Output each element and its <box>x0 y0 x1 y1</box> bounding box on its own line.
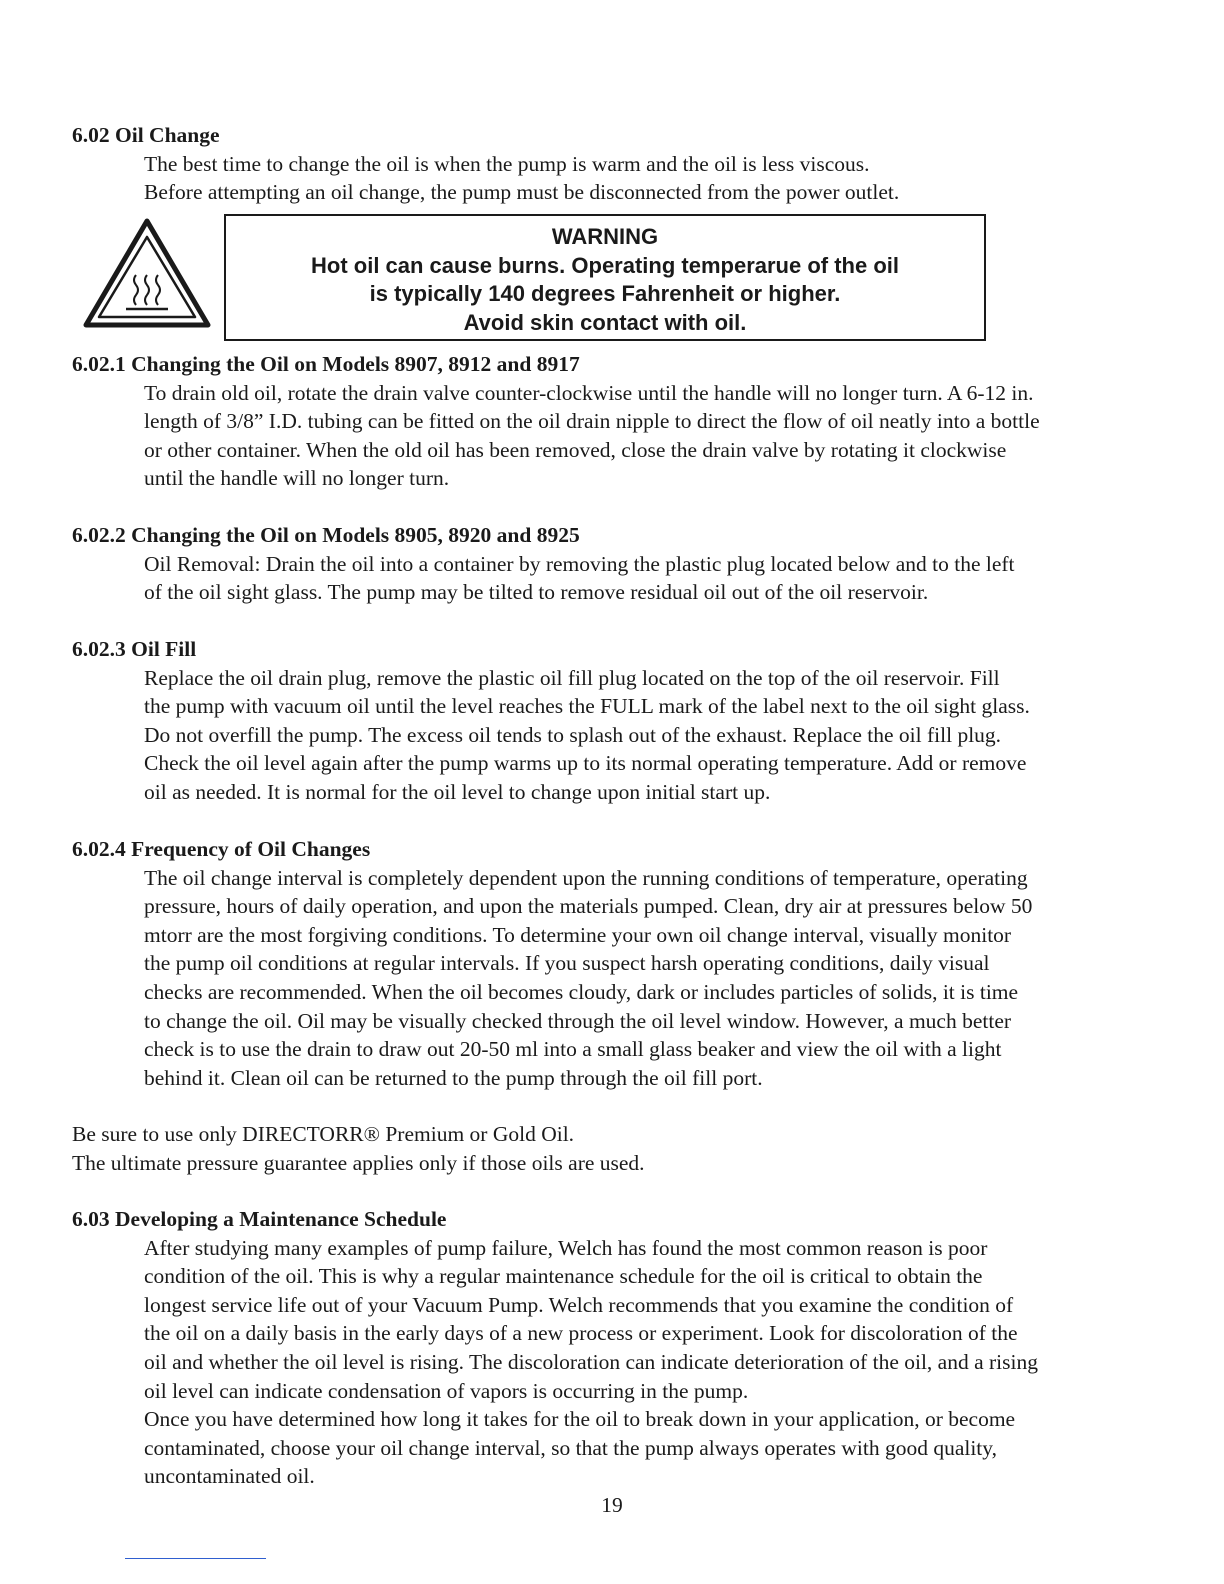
text-line: The ultimate pressure guarantee applies only if those oils are used. <box>72 1150 645 1175</box>
text-line: check is to use the drain to draw out 20-50 ml into a small glass beaker and view the oil with a light <box>144 1037 1002 1062</box>
section-changing-oil-8907 <box>72 350 1162 493</box>
hot-surface-warning-icon <box>82 217 212 331</box>
section-body <box>72 379 1162 493</box>
oil-note <box>72 1120 1162 1177</box>
text-line: Check the oil level again after the pump warms up to its normal operating temperature. Add or remove <box>144 751 1027 776</box>
text-line: Be sure to use only DIRECTORR® Premium or Gold Oil. <box>72 1122 575 1146</box>
section-oil-change <box>72 121 1162 207</box>
text-line: Do not overfill the pump. The excess oil tends to splash out of the exhaust. Replace the oil fill plug. <box>144 722 1002 747</box>
text-line: contaminated, choose your oil change interval, so that the pump always operates with good quality, <box>144 1435 998 1460</box>
warning-box <box>224 214 986 341</box>
text-line: to change the oil. Oil may be visually checked through the oil level window. However, a much better <box>144 1008 1012 1033</box>
text-line: the oil on a daily basis in the early days of a new process or experiment. Look for discoloration of the <box>144 1321 1018 1346</box>
section-heading: 6.02 Oil Change <box>72 123 220 147</box>
text-line: Replace the oil drain plug, remove the plastic oil fill plug located on the top of the oil reservoir. Fill <box>144 665 1000 690</box>
section-body <box>72 864 1162 1093</box>
section-body <box>72 150 1162 207</box>
text-line: or other container. When the old oil has been removed, close the drain valve by rotating it clockwise <box>144 437 1007 462</box>
section-heading: 6.02.1 Changing the Oil on Models 8907, 8912 and 8917 <box>72 352 580 376</box>
section-changing-oil-8905 <box>72 521 1162 607</box>
text-line: oil and whether the oil level is rising. The discoloration can indicate deterioration of the oil, and a rising <box>144 1349 1038 1374</box>
page-number: 19 <box>601 1493 623 1517</box>
text-line: oil level can indicate condensation of vapors is occurring in the pump. <box>144 1378 749 1403</box>
text-line: Oil Removal: Drain the oil into a container by removing the plastic plug located below and to the left <box>144 551 1015 576</box>
text-line: checks are recommended. When the oil becomes cloudy, dark or includes particles of solids, it is time <box>144 979 1019 1004</box>
text-line: The best time to change the oil is when the pump is warm and the oil is less viscous. <box>144 151 870 176</box>
section-body <box>72 550 1162 607</box>
text-line: uncontaminated oil. <box>144 1464 315 1489</box>
warning-title: WARNING <box>551 224 659 249</box>
footer-rule <box>125 1558 266 1559</box>
text-line: the pump with vacuum oil until the level reaches the FULL mark of the label next to the oil sight glass. <box>144 694 1030 719</box>
section-oil-fill <box>72 635 1162 807</box>
section-heading: 6.02.3 Oil Fill <box>72 637 197 661</box>
text-line: condition of the oil. This is why a regular maintenance schedule for the oil is critical to obtain the <box>144 1264 983 1289</box>
text-line: oil as needed. It is normal for the oil level to change upon initial start up. <box>144 779 771 804</box>
text-line: of the oil sight glass. The pump may be tilted to remove residual oil out of the oil reservoir. <box>144 580 929 605</box>
text-line: the pump oil conditions at regular intervals. If you suspect harsh operating conditions, daily visual <box>144 951 990 976</box>
text-line: mtorr are the most forgiving conditions. To determine your own oil change interval, visually monitor <box>144 922 1012 947</box>
text-line: behind it. Clean oil can be returned to the pump through the oil fill port. <box>144 1065 763 1090</box>
section-maintenance-schedule <box>72 1205 1162 1491</box>
section-heading: 6.02.4 Frequency of Oil Changes <box>72 837 371 861</box>
warning-line: Hot oil can cause burns. Operating temperarue of the oil <box>311 252 899 278</box>
text-line: pressure, hours of daily operation, and upon the materials pumped. Clean, dry air at pressures below 50 <box>144 894 1033 919</box>
text-line: Once you have determined how long it takes for the oil to break down in your application, or become <box>144 1407 1016 1432</box>
text-line: until the handle will no longer turn. <box>144 466 450 491</box>
section-body <box>72 1234 1162 1491</box>
text-line: Before attempting an oil change, the pump must be disconnected from the power outlet. <box>144 180 900 205</box>
text-line: To drain old oil, rotate the drain valve counter-clockwise until the handle will no longer turn. A 6-12 in. <box>144 380 1034 405</box>
text-line: After studying many examples of pump failure, Welch has found the most common reason is poor <box>144 1235 988 1260</box>
warning-line: Avoid skin contact with oil. <box>463 309 747 335</box>
section-body <box>72 664 1162 807</box>
text-line: The oil change interval is completely dependent upon the running conditions of temperature, operating <box>144 865 1028 890</box>
warning-line: is typically 140 degrees Fahrenheit or higher. <box>369 281 841 306</box>
text-line: longest service life out of your Vacuum Pump. Welch recommends that you examine the condition of <box>144 1292 1014 1317</box>
text-line: length of 3/8” I.D. tubing can be fitted on the oil drain nipple to direct the flow of oil neatly into a bottle <box>144 409 1040 434</box>
section-heading: 6.02.2 Changing the Oil on Models 8905, 8920 and 8925 <box>72 523 580 547</box>
section-frequency-oil-changes <box>72 835 1162 1092</box>
section-heading: 6.03 Developing a Maintenance Schedule <box>72 1207 447 1231</box>
